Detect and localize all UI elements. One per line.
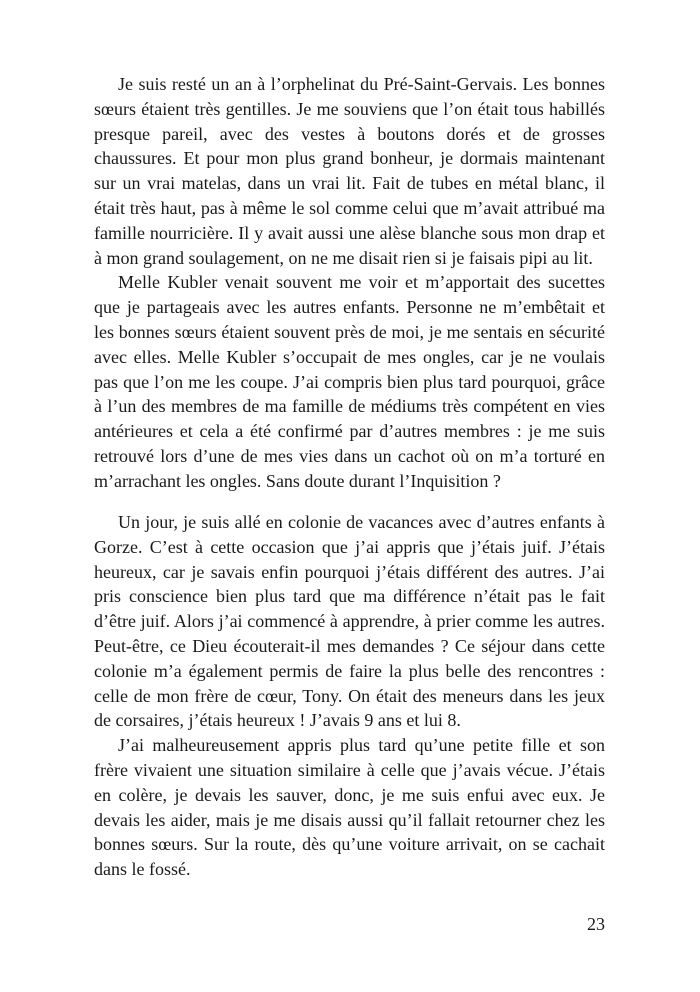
paragraph-orphanage: Je suis resté un an à l’orphelinat du Pré-Saint-Gervais. Les bonnes sœurs étaient très gentilles. Je me souviens que l’on était tous habillés presque pareil, avec des vestes à boutons dorés et de grosses chaussures. Et pour mon plus grand bonheur, je dormais maintenant sur un vrai matelas, dans un vrai lit. Fait de tubes en métal blanc, il était très haut, pas à même le sol comme celui que m’avait attribué ma famille nourricière. Il y avait aussi une alèse blanche sous mon drap et à mon grand soulagement, on ne me disait rien si je faisais pipi au lit. — [94, 74, 605, 268]
text-section-colony — [94, 510, 605, 882]
page-number: 23 — [587, 914, 605, 934]
paragraph-colony-gorze: Un jour, je suis allé en colonie de vacances avec d’autres enfants à Gorze. C’est à cette occasion que j’ai appris que j’étais juif. J’étais heureux, car je savais enfin pourquoi j’étais différent des autres. J’ai pris conscience bien plus tard que ma différence n’était pas le fait d’être juif. Alors j’ai commencé à apprendre, à prier comme les autres. Peut-être, ce Dieu écouterait-il mes demandes ? Ce séjour dans cette colonie m’a également permis de faire la plus belle des rencontres : celle de mon frère de cœur, Tony. On était des meneurs dans les jeux de corsaires, j’étais heureux ! J’avais 9 ans et lui 8. — [94, 512, 605, 731]
paragraph-melle-kubler: Melle Kubler venait souvent me voir et m’apportait des sucettes que je partageais avec les autres enfants. Personne ne m’embêtait et les bonnes sœurs étaient souvent près de moi, je me sentais en sécurité avec elles. Melle Kubler s’occupait de mes ongles, car je ne voulais pas que l’on me les coupe. J’ai compris bien plus tard pourquoi, grâce à l’un des membres de ma famille de médiums très compétent en vies antérieures et cela a été confirmé par d’autres membres : je me suis retrouvé lors d’une de mes vies dans un cachot où on m’a torturé en m’arrachant les ongles. Sans doute durant l’Inquisition ? — [94, 272, 605, 491]
text-section-orphanage — [94, 72, 605, 494]
paragraph-escape: J’ai malheureusement appris plus tard qu’une petite fille et son frère vivaient une situation similaire à celle que j’avais vécue. J’étais en colère, je devais les sauver, donc, je me suis enfui avec eux. Je devais les aider, mais je me disais aussi qu’il fallait retourner chez les bonnes sœurs. Sur la route, dès qu’une voiture arrivait, on se cachait dans le fossé. — [94, 735, 605, 880]
